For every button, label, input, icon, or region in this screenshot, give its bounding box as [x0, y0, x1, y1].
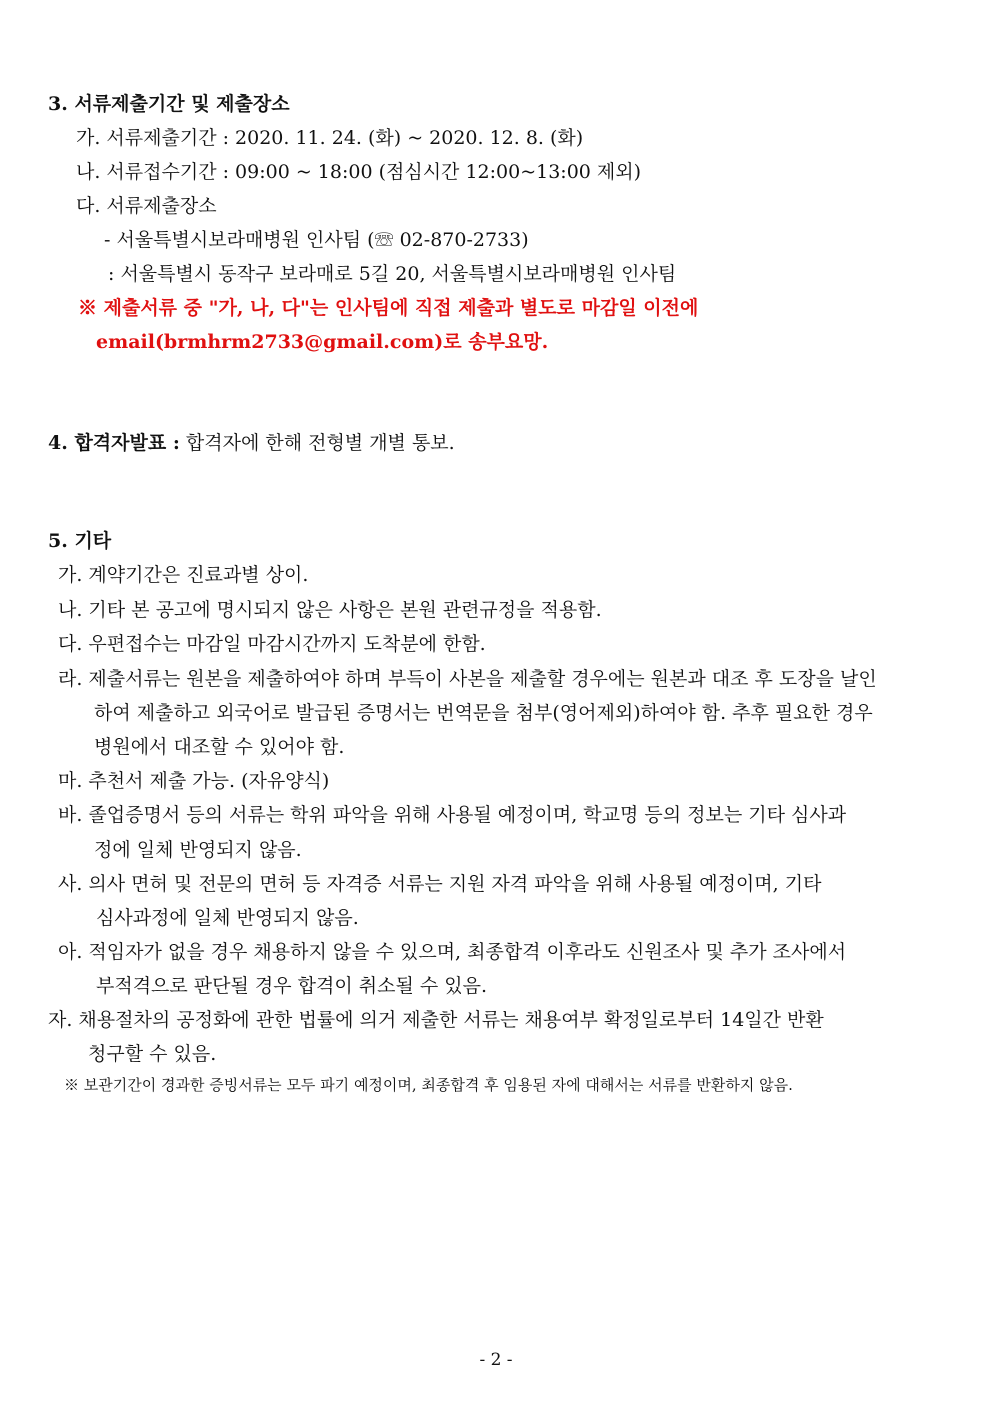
section3-notice-2: email(brmhrm2733@gmail.com)로 송부요망.	[96, 331, 549, 353]
section5-ma: 마. 추천서 제출 가능. (자유양식)	[58, 770, 330, 792]
section4-title: 4. 합격자발표 :	[48, 432, 180, 454]
section5-ra-2: 하여 제출하고 외국어로 발급된 증명서는 번역문을 첨부(영어제외)하여야 함. 추후 필요한 경우	[94, 702, 873, 724]
section3-da: 다. 서류제출장소	[76, 195, 217, 217]
page-number: - 2 -	[479, 1350, 513, 1370]
section5-sa-1: 사. 의사 면허 및 전문의 면허 등 자격증 서류는 지원 자격 파악을 위해 사용될 예정이며, 기타	[58, 873, 822, 895]
section5-title: 5. 기타	[48, 530, 112, 552]
section5-a-1: 아. 적임자가 없을 경우 채용하지 않을 수 있으며, 최종합격 이후라도 신원조사 및 추가 조사에서	[58, 941, 847, 963]
section3-ga: 가. 서류제출기간 : 2020. 11. 24. (화) ~ 2020. 12. 8. (화)	[76, 127, 584, 149]
section5-ja-1: 자. 채용절차의 공정화에 관한 법률에 의거 제출한 서류는 채용여부 확정일로부터 14일간 반환	[48, 1009, 824, 1031]
section4-text: 합격자에 한해 전형별 개별 통보.	[179, 432, 455, 454]
section3-place: - 서울특별시보라매병원 인사팀 (☏ 02-870-2733)	[104, 229, 529, 251]
section5-da: 다. 우편접수는 마감일 마감시간까지 도착분에 한함.	[58, 633, 486, 655]
section5-footnote: ※ 보관기간이 경과한 증빙서류는 모두 파기 예정이며, 최종합격 후 임용된 자에 대해서는 서류를 반환하지 않음.	[64, 1076, 793, 1094]
section3-notice-1: ※ 제출서류 중 "가, 나, 다"는 인사팀에 직접 제출과 별도로 마감일 이전에	[78, 297, 699, 319]
section3-na: 나. 서류접수기간 : 09:00 ~ 18:00 (점심시간 12:00~13:00 제외)	[76, 161, 642, 183]
section5-ra-3: 병원에서 대조할 수 있어야 함.	[94, 736, 345, 758]
section5-sa-2: 심사과정에 일체 반영되지 않음.	[96, 907, 359, 929]
section5-ba-2: 정에 일체 반영되지 않음.	[94, 839, 302, 861]
section5-a-2: 부적격으로 판단될 경우 합격이 취소될 수 있음.	[96, 975, 488, 997]
section5-ra-1: 라. 제출서류는 원본을 제출하여야 하며 부득이 사본을 제출할 경우에는 원본과 대조 후 도장을 날인	[58, 668, 877, 690]
section4-line	[48, 431, 455, 455]
section5-na: 나. 기타 본 공고에 명시되지 않은 사항은 본원 관련규정을 적용함.	[58, 599, 602, 621]
section3-title: 3. 서류제출기간 및 제출장소	[48, 93, 290, 115]
section5-ga: 가. 계약기간은 진료과별 상이.	[58, 564, 309, 586]
section5-ja-2: 청구할 수 있음.	[88, 1043, 217, 1065]
section3-address: : 서울특별시 동작구 보라매로 5길 20, 서울특별시보라매병원 인사팀	[108, 263, 677, 285]
section5-ba-1: 바. 졸업증명서 등의 서류는 학위 파악을 위해 사용될 예정이며, 학교명 등의 정보는 기타 심사과	[58, 804, 847, 826]
